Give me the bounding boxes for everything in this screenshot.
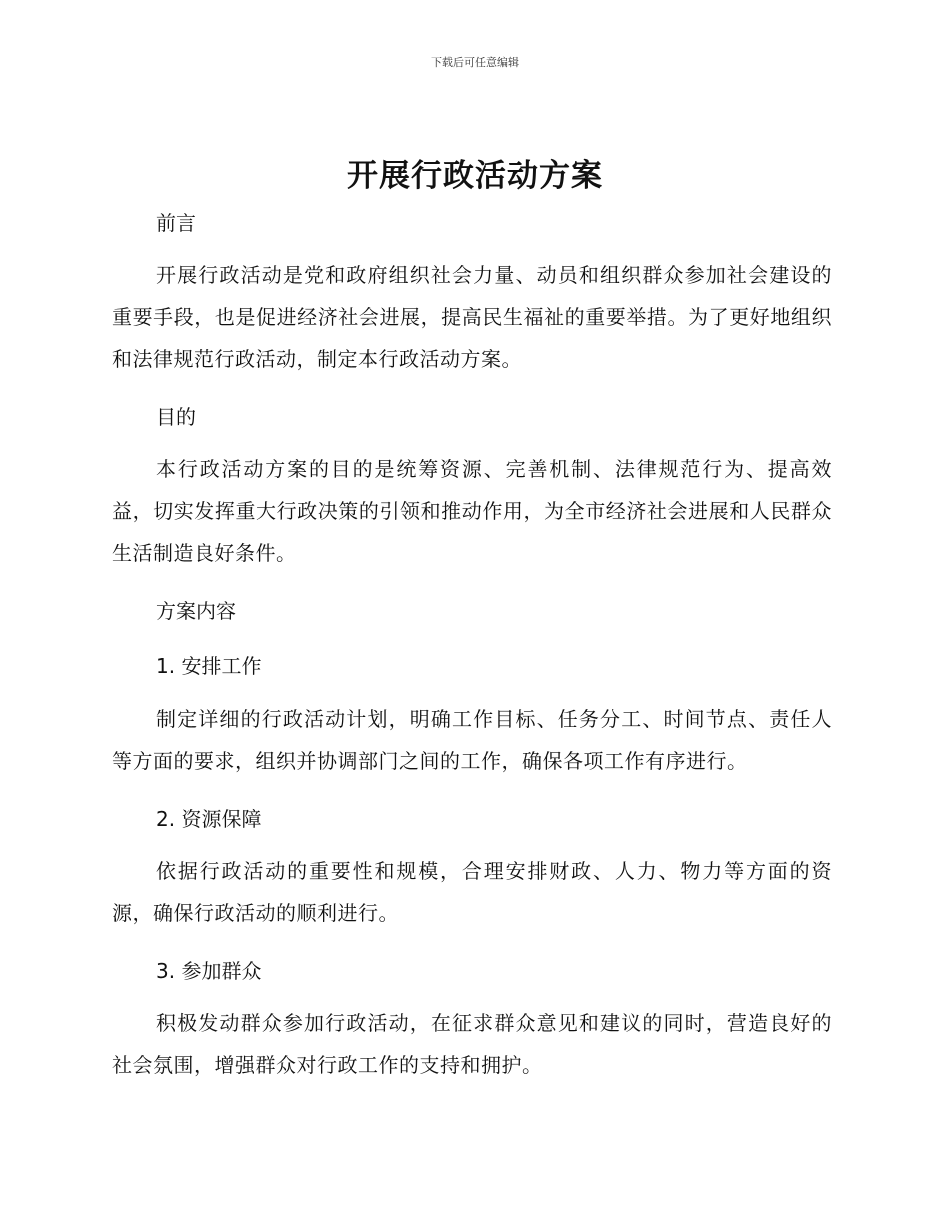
paragraph-purpose: 本行政活动方案的目的是统筹资源、完善机制、法律规范行为、提高效益，切实发挥重大行政决策的引领和推动作用，为全市经济社会进展和人民群众生活制造良好条件。 — [112, 457, 832, 565]
document-title: 开展行政活动方案 — [347, 158, 603, 194]
section-heading-content: 方案内容 — [156, 599, 236, 623]
paragraph-item1: 制定详细的行政活动计划，明确工作目标、任务分工、时间节点、责任人等方面的要求，组织并协调部门之间的工作，确保各项工作有序进行。 — [112, 707, 832, 773]
paragraph-item3: 积极发动群众参加行政活动，在征求群众意见和建议的同时，营造良好的社会氛围，增强群众对行政工作的支持和拥护。 — [112, 1011, 832, 1077]
section-heading-item2: 2. 资源保障 — [156, 807, 262, 831]
header-note: 下载后可任意编辑 — [431, 56, 519, 69]
section-heading-item3: 3. 参加群众 — [156, 959, 262, 983]
section-heading-item1: 1. 安排工作 — [156, 654, 262, 678]
section-heading-purpose: 目的 — [156, 405, 196, 429]
paragraph-item2: 依据行政活动的重要性和规模，合理安排财政、人力、物力等方面的资源，确保行政活动的顺利进行。 — [112, 859, 832, 925]
paragraph-preface: 开展行政活动是党和政府组织社会力量、动员和组织群众参加社会建设的重要手段，也是促进经济社会进展，提高民生福祉的重要举措。为了更好地组织和法律规范行政活动，制定本行政活动方案。 — [112, 263, 832, 371]
section-heading-preface: 前言 — [156, 211, 196, 235]
